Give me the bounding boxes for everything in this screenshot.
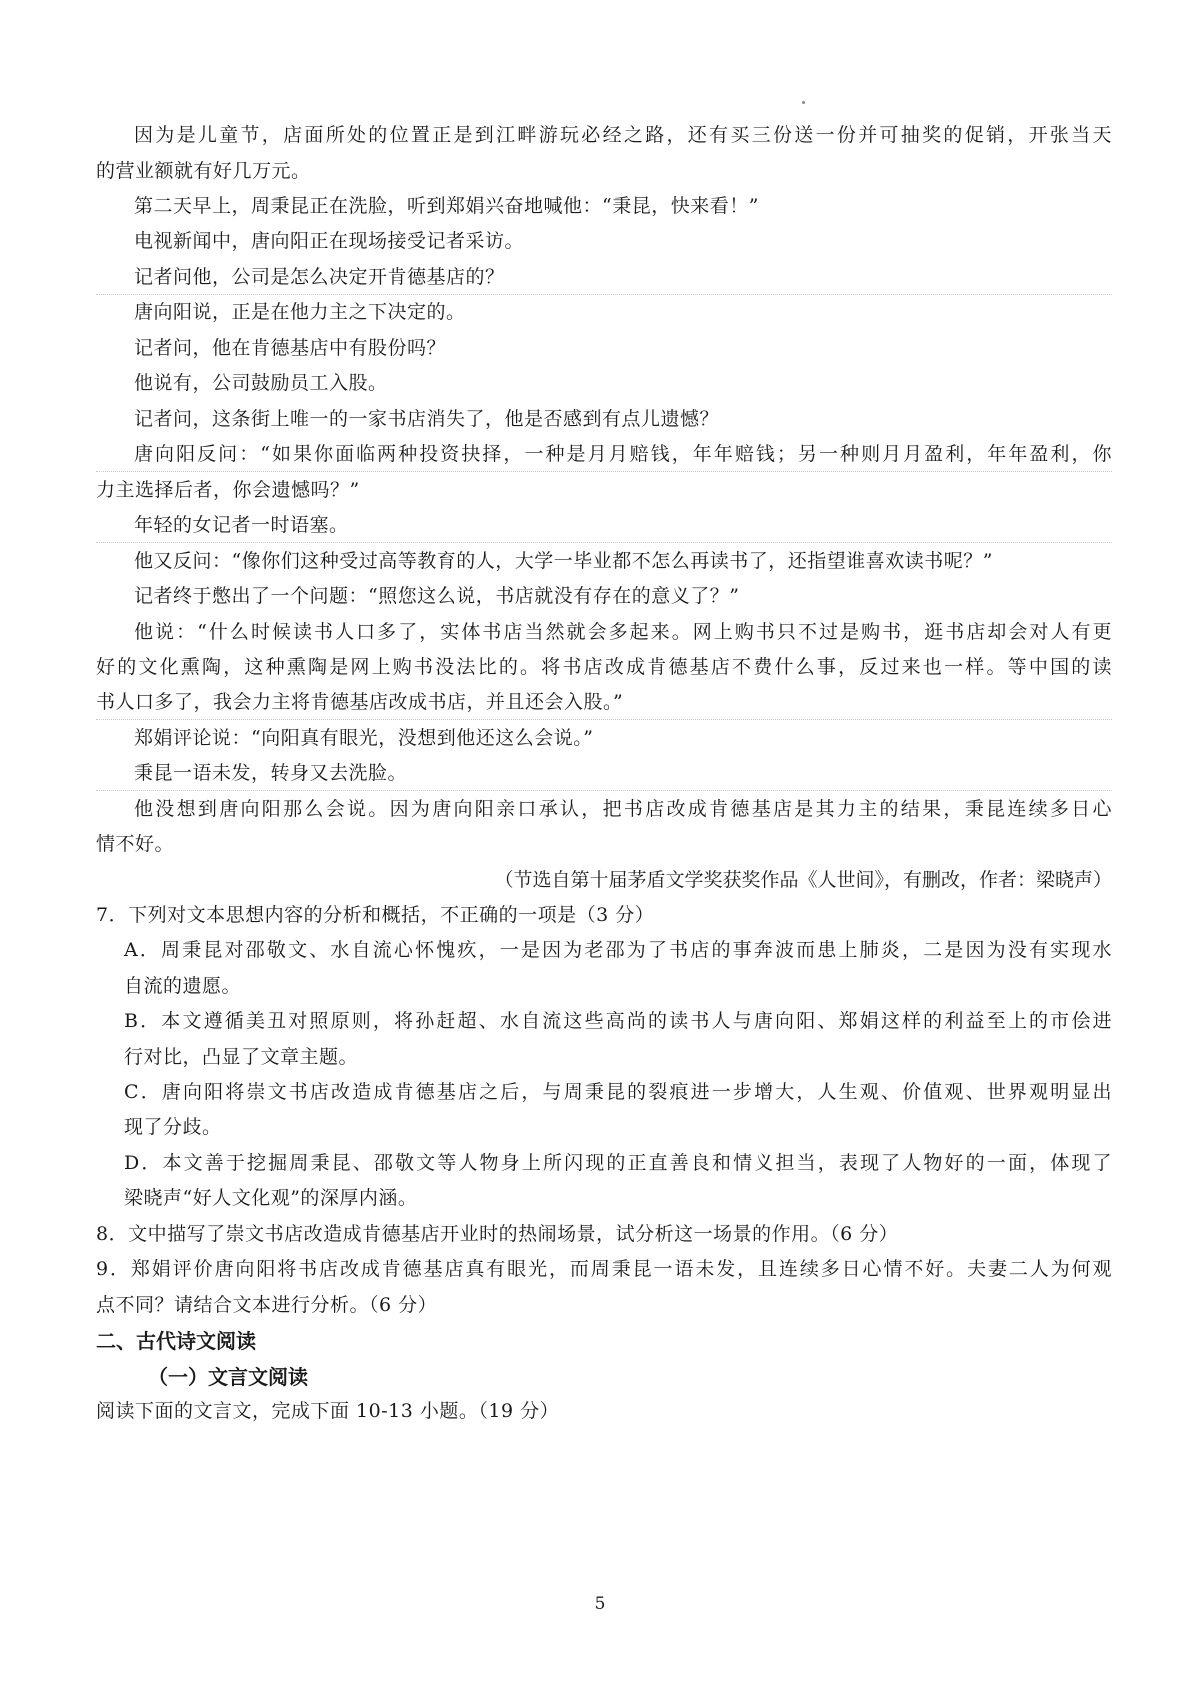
dotted-rule: [96, 294, 1112, 295]
story-p9-line1: 唐向阳反问：“如果你面临两种投资抉择，一种是月月赔钱，年年赔钱；另一种则月月盈利，年年盈利，你: [134, 443, 1112, 465]
question-7-option-b-line2: 行对比，凸显了文章主题。: [124, 1046, 359, 1068]
question-7-option-c-line1: C．唐向阳将崇文书店改造成肯德基店之后，与周秉昆的裂痕进一步增大，人生观、价值观、世界观明显出: [124, 1081, 1112, 1103]
story-p1-line2: 的营业额就有好几万元。: [96, 160, 311, 182]
question-7-stem: 7．下列对文本思想内容的分析和概括，不正确的一项是（3 分）: [96, 904, 655, 926]
story-p9-line2: 力主选择后者，你会遗憾吗？”: [96, 479, 360, 501]
story-p13-line2: 好的文化熏陶，这种熏陶是网上购书没法比的。将书店改成肯德基店不费什么事，反过来也一样。等中国的读: [96, 656, 1112, 678]
story-p4: 记者问他，公司是怎么决定开肯德基店的？: [134, 266, 505, 288]
story-p11: 他又反问：“像你们这种受过高等教育的人，大学一毕业都不怎么再读书了，还指望谁喜欢读书呢？”: [134, 550, 993, 572]
dotted-rule: [96, 790, 1112, 791]
source-citation: （节选自第十届茅盾文学奖获奖作品《人世间》，有删改，作者：梁晓声）: [494, 869, 1112, 891]
story-p13-line3: 书人口多了，我会力主将肯德基店改成书店，并且还会入股。”: [96, 691, 624, 713]
story-p10: 年轻的女记者一时语塞。: [134, 514, 349, 536]
question-7-option-a-line1: A．周秉昆对邵敬文、水自流心怀愧疚，一是因为老邵为了书店的事奔波而患上肺炎，二是因为没有实现水: [124, 939, 1112, 961]
story-p12: 记者终于憋出了一个问题：“照您这么说，书店就没有存在的意义了？”: [134, 585, 740, 607]
story-p7: 他说有，公司鼓励员工入股。: [134, 372, 388, 394]
question-9-line2: 点不同？请结合文本进行分析。（6 分）: [96, 1294, 438, 1316]
section-2-subtitle: （一）文言文阅读: [148, 1365, 308, 1389]
story-p1-line1: 因为是儿童节，店面所处的位置正是到江畔游玩必经之路，还有买三份送一份并可抽奖的促销，开张当天: [134, 124, 1112, 146]
question-7-option-d-line1: D．本文善于挖掘周秉昆、邵敬文等人物身上所闪现的正直善良和情义担当，表现了人物好的一面，体现了: [124, 1152, 1112, 1174]
question-9-line1: 9．郑娟评价唐向阳将书店改成肯德基店真有眼光，而周秉昆一语未发，且连续多日心情不好。夫妻二人为何观: [96, 1258, 1112, 1280]
dotted-rule: [96, 542, 1112, 543]
question-7-option-c-line2: 现了分歧。: [124, 1116, 222, 1138]
question-7-option-b-line1: B．本文遵循美丑对照原则，将孙赶超、水自流这些高尚的读书人与唐向阳、郑娟这样的利益至上的市侩进: [124, 1010, 1112, 1032]
dotted-rule: [96, 471, 1112, 472]
story-p2: 第二天早上，周秉昆正在洗脸，听到郑娟兴奋地喊他：“秉昆，快来看！”: [134, 195, 759, 217]
question-7-option-d-line2: 梁晓声“好人文化观”的深厚内涵。: [124, 1187, 418, 1209]
dotted-rule: [96, 719, 1112, 720]
story-p5: 唐向阳说，正是在他力主之下决定的。: [134, 301, 466, 323]
story-p6: 记者问，他在肯德基店中有股份吗？: [134, 337, 447, 359]
story-p16-line2: 情不好。: [96, 833, 175, 855]
story-p15: 秉昆一语未发，转身又去洗脸。: [134, 762, 408, 784]
section-2-instruction: 阅读下面的文言文，完成下面 10-13 小题。（19 分）: [96, 1400, 560, 1422]
story-p14: 郑娟评论说：“向阳真有眼光，没想到他还这么会说。”: [134, 727, 594, 749]
question-7-option-a-line2: 自流的遗愿。: [124, 975, 242, 997]
story-p16-line1: 他没想到唐向阳那么会说。因为唐向阳亲口承认，把书店改成肯德基店是其力主的结果，秉昆连续多日心: [134, 798, 1112, 820]
story-p8: 记者问，这条街上唯一的一家书店消失了，他是否感到有点儿遗憾？: [134, 408, 720, 430]
story-p3: 电视新闻中，唐向阳正在现场接受记者采访。: [134, 230, 525, 252]
question-8: 8．文中描写了崇文书店改造成肯德基店开业时的热闹场景，试分析这一场景的作用。（6 分）: [96, 1223, 899, 1245]
section-2-title: 二、古代诗文阅读: [96, 1329, 256, 1353]
page-number: 5: [594, 1594, 606, 1614]
story-p13-line1: 他说：“什么时候读书人口多了，实体书店当然就会多起来。网上购书只不过是购书，逛书店却会对人有更: [134, 621, 1112, 643]
scan-dot: [802, 101, 805, 104]
